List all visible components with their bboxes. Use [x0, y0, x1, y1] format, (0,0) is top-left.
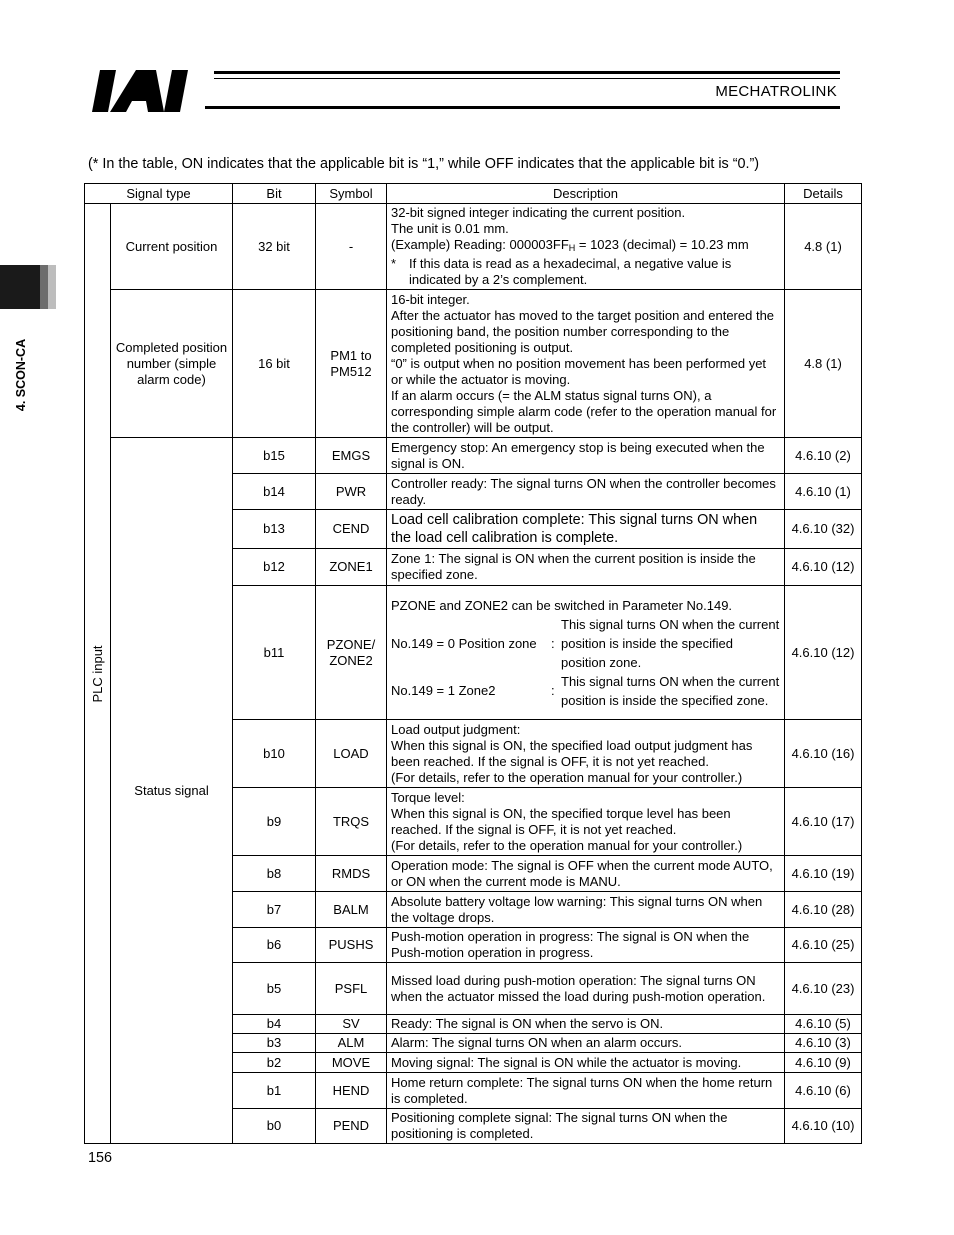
header-signal-type: Signal type: [85, 184, 233, 204]
bit-cell: 16 bit: [233, 290, 316, 438]
details-cell: 4.8 (1): [785, 290, 862, 438]
description-cell: [387, 720, 785, 788]
description-cell: Emergency stop: An emergency stop is being executed when the signal is ON.: [387, 438, 785, 474]
details-cell: 4.6.10 (6): [785, 1073, 862, 1109]
chapter-tab-light: [48, 265, 56, 309]
description-cell: [387, 586, 785, 720]
bit-cell: b6: [233, 928, 316, 963]
bit-cell: b8: [233, 856, 316, 892]
details-cell: 4.6.10 (12): [785, 549, 862, 586]
details-cell: 4.6.10 (28): [785, 892, 862, 928]
chapter-label: 4. SCON-CA: [14, 338, 28, 412]
description-cell: Load cell calibration complete: This signal turns ON when the load cell calibration is complete.: [387, 510, 785, 549]
signal-type: Current position: [111, 204, 233, 290]
desc-line: 16-bit integer.: [391, 291, 470, 307]
bit-cell: b12: [233, 549, 316, 586]
desc-line: (For details, refer to the operation manual for your controller.): [391, 837, 743, 853]
description-cell: Positioning complete signal: The signal turns ON when the positioning is completed.: [387, 1109, 785, 1144]
details-cell: 4.6.10 (10): [785, 1109, 862, 1144]
zone-option-label: No.149 = 0 Position zone: [391, 635, 537, 651]
desc-line: Load output judgment:: [391, 721, 521, 737]
header-rule-thin: [214, 78, 840, 79]
symbol-cell: EMGS: [316, 438, 387, 474]
details-cell: 4.6.10 (12): [785, 586, 862, 720]
table-row: [85, 290, 862, 438]
header-description: Description: [387, 184, 785, 204]
symbol-cell: PZONE/ ZONE2: [316, 586, 387, 720]
symbol-cell: HEND: [316, 1073, 387, 1109]
table-header-row: [85, 184, 862, 204]
zone-option-text: This signal turns ON when the current position is inside the specified zone.: [561, 673, 780, 708]
details-cell: 4.6.10 (3): [785, 1034, 862, 1053]
description-cell: Ready: The signal is ON when the servo is ON.: [387, 1015, 785, 1034]
symbol-cell: CEND: [316, 510, 387, 549]
desc-line: “0” is output when no position movement has been performed yet or while the actuator is moving.: [391, 355, 767, 387]
details-cell: 4.6.10 (9): [785, 1053, 862, 1073]
zone-option-colon: :: [551, 683, 555, 698]
header-rule-bottom: [205, 106, 840, 109]
details-cell: 4.6.10 (17): [785, 788, 862, 856]
description-cell: Operation mode: The signal is OFF when the current mode AUTO, or ON when the current mode is MANU.: [387, 856, 785, 892]
bit-cell: b15: [233, 438, 316, 474]
description-cell: [387, 290, 785, 438]
symbol-cell: PEND: [316, 1109, 387, 1144]
desc-line: (For details, refer to the operation manual for your controller.): [391, 769, 743, 785]
description-cell: Home return complete: The signal turns ON when the home return is completed.: [387, 1073, 785, 1109]
group-label-cell: [85, 204, 111, 1144]
bit-cell: b13: [233, 510, 316, 549]
zone-option-colon: :: [551, 635, 555, 651]
description-cell: Controller ready: The signal turns ON when the controller becomes ready.: [387, 474, 785, 510]
table-row: [85, 438, 862, 474]
chapter-tab-shade: [40, 265, 48, 309]
signal-type: Completed position number (simple alarm code): [111, 290, 233, 438]
table-note: (* In the table, ON indicates that the applicable bit is “1,” while OFF indicates that the applicable bit is “0.”): [88, 156, 760, 172]
desc-note: * If this data is read as a hexadecimal, a negative value is indicated by a 2’s complement.: [391, 256, 732, 287]
header-rule-top: [214, 71, 840, 74]
bit-cell: b2: [233, 1053, 316, 1073]
bit-cell: b0: [233, 1109, 316, 1144]
header-details: Details: [785, 184, 862, 204]
symbol-cell: ALM: [316, 1034, 387, 1053]
group-label: PLC input: [89, 644, 105, 703]
signal-type: Status signal: [111, 438, 233, 1144]
brand-label: MECHATROLINK: [715, 83, 837, 100]
details-cell: 4.6.10 (5): [785, 1015, 862, 1034]
symbol-cell: PUSHS: [316, 928, 387, 963]
details-cell: 4.6.10 (2): [785, 438, 862, 474]
symbol-cell: BALM: [316, 892, 387, 928]
header-symbol: Symbol: [316, 184, 387, 204]
zone-options: [391, 615, 780, 710]
desc-example: (Example) Reading: $000003FF_H = 1023$ (decimal) = 10.23 mm: [391, 237, 749, 253]
bit-cell: b3: [233, 1034, 316, 1053]
bit-cell: 32 bit: [233, 204, 316, 290]
zone-option-row: [391, 615, 780, 672]
bit-cell: b11: [233, 586, 316, 720]
symbol-cell: PM1 to PM512: [316, 290, 387, 438]
description-cell: Zone 1: The signal is ON when the current position is inside the specified zone.: [387, 549, 785, 586]
bit-cell: b10: [233, 720, 316, 788]
description-cell: Push-motion operation in progress: The signal is ON when the Push-motion operation in progress.: [387, 928, 785, 963]
bit-cell: b14: [233, 474, 316, 510]
desc-line: If an alarm occurs (= the ALM status signal turns ON), a corresponding simple alarm code (refer to the operation manual for the controller) will be output.: [391, 387, 777, 435]
details-cell: 4.6.10 (25): [785, 928, 862, 963]
desc-line: 32-bit signed integer indicating the current position.: [391, 205, 686, 220]
description-cell: Missed load during push-motion operation: The signal turns ON when the actuator missed the load during push-motion operation.: [387, 963, 785, 1015]
symbol-cell: ZONE1: [316, 549, 387, 586]
bit-cell: b1: [233, 1073, 316, 1109]
chapter-tab: [0, 265, 40, 309]
description-cell: [387, 204, 785, 290]
symbol-cell: MOVE: [316, 1053, 387, 1073]
desc-line: When this signal is ON, the specified load output judgment has been reached. If the signal is OFF, it is not yet reached.: [391, 737, 753, 769]
desc-line: After the actuator has moved to the target position and entered the positioning band, the position number corresponding to the completed positioning is output.: [391, 307, 775, 355]
details-cell: 4.6.10 (32): [785, 510, 862, 549]
bit-cell: b9: [233, 788, 316, 856]
desc-line: PZONE and ZONE2 can be switched in Parameter No.149.: [391, 597, 733, 613]
symbol-cell: -: [316, 204, 387, 290]
zone-option-label: No.149 = 1 Zone2: [391, 683, 496, 698]
details-cell: 4.6.10 (16): [785, 720, 862, 788]
symbol-cell: PWR: [316, 474, 387, 510]
description-cell: Absolute battery voltage low warning: This signal turns ON when the voltage drops.: [387, 892, 785, 928]
symbol-cell: PSFL: [316, 963, 387, 1015]
iai-logo: [92, 70, 212, 112]
table-row: [85, 204, 862, 290]
symbol-cell: LOAD: [316, 720, 387, 788]
bit-cell: b5: [233, 963, 316, 1015]
description-cell: [387, 788, 785, 856]
symbol-cell: TRQS: [316, 788, 387, 856]
symbol-cell: SV: [316, 1015, 387, 1034]
zone-option-text: This signal turns ON when the current position is inside the specified position zone.: [561, 616, 780, 670]
description-cell: Alarm: The signal turns ON when an alarm occurs.: [387, 1034, 785, 1053]
desc-line: Torque level:: [391, 789, 465, 805]
signal-table: [84, 183, 862, 1144]
details-cell: 4.6.10 (1): [785, 474, 862, 510]
page-number: 156: [88, 1150, 113, 1166]
bit-cell: b7: [233, 892, 316, 928]
description-cell: Moving signal: The signal is ON while the actuator is moving.: [387, 1053, 785, 1073]
header-bit: Bit: [233, 184, 316, 204]
symbol-cell: RMDS: [316, 856, 387, 892]
desc-line: The unit is 0.01 mm.: [391, 221, 509, 236]
details-cell: 4.6.10 (23): [785, 963, 862, 1015]
zone-option-row: [391, 672, 780, 710]
details-cell: 4.6.10 (19): [785, 856, 862, 892]
details-cell: 4.8 (1): [785, 204, 862, 290]
desc-line: When this signal is ON, the specified torque level has been reached. If the signal is OFF, it is not yet reached.: [391, 805, 731, 837]
bit-cell: b4: [233, 1015, 316, 1034]
